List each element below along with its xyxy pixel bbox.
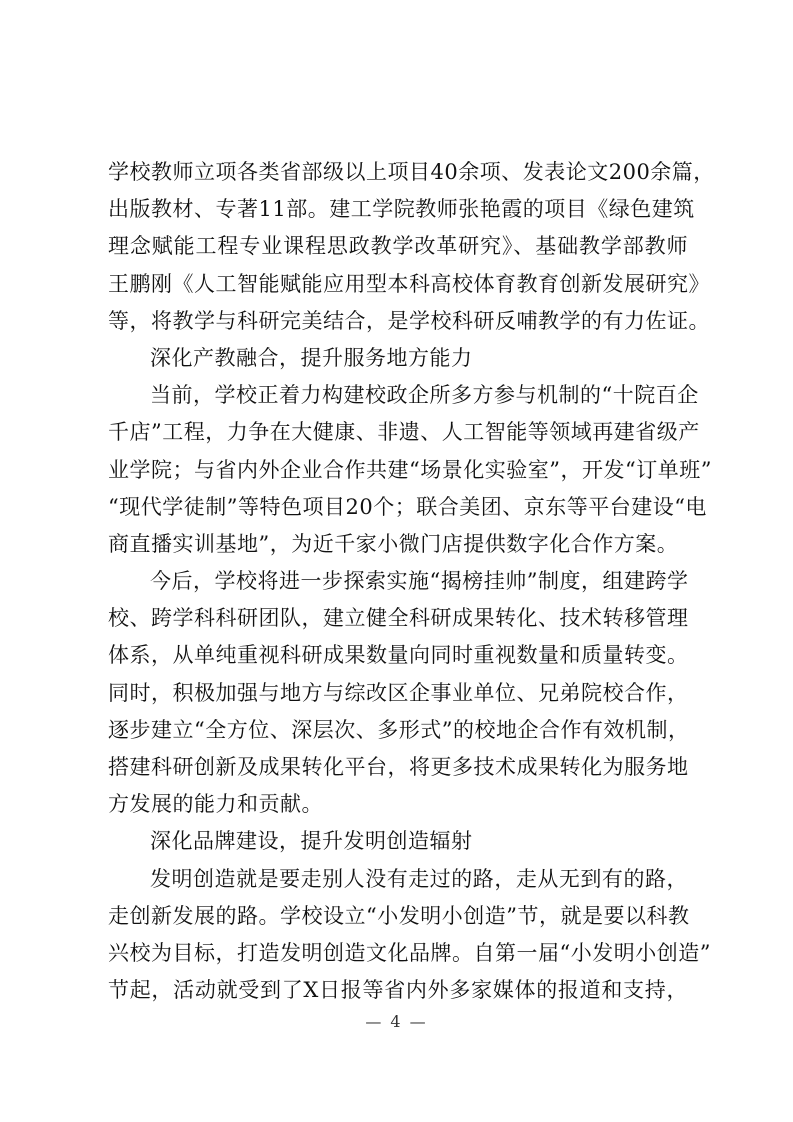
text-line: 出版教材、专著11部。建工学院教师张艳霞的项目《绿色建筑: [108, 197, 695, 222]
text-line: 逐步建立“全方位、深层次、多形式”的校地企合作有效机制，: [108, 717, 690, 742]
text-line: 商直播实训基地”，为近千家小微门店提供数字化合作方案。: [108, 531, 679, 556]
text-line: 今后，学校将进一步探索实施“揭榜挂帅”制度，组建跨学: [150, 569, 689, 594]
text-line: 方发展的能力和贡献。: [108, 792, 323, 817]
text-line: 节起，活动就受到了X日报等省内外多家媒体的报道和支持，: [108, 978, 688, 1003]
text-line: 当前，学校正着力构建校政企所多方参与机制的“十院百企: [150, 383, 699, 408]
text-line: 兴校为目标，打造发明创造文化品牌。自第一届“小发明小创造”: [108, 940, 711, 965]
text-line: 校、跨学科科研团队，建立健全科研成果转化、技术转移管理: [108, 606, 689, 631]
text-line: 同时，积极加强与地方与综改区企事业单位、兄弟院校合作，: [108, 680, 689, 705]
text-line: 搭建科研创新及成果转化平台，将更多技术成果转化为服务地: [108, 755, 689, 779]
text-line: 发明创造就是要走别人没有走过的路，走从无到有的路，: [150, 866, 688, 891]
text-line: “现代学徒制”等特色项目20个；联合美团、京东等平台建设“电: [108, 494, 707, 519]
document-body: [108, 154, 715, 1009]
text-line: 千店”工程，力争在大健康、非遗、人工智能等领域再建省级产: [108, 420, 700, 445]
text-line: 等，将教学与科研完美结合，是学校科研反哺教学的有力佐证。: [108, 308, 710, 333]
text-line: 走创新发展的路。学校设立“小发明小创造”节，就是要以科教: [108, 903, 690, 928]
text-line: 体系，从单纯重视科研成果数量向同时重视数量和质量转变。: [108, 643, 689, 668]
section-heading: 深化产教融合，提升服务地方能力: [150, 345, 473, 370]
section-heading: 深化品牌建设，提升发明创造辐射: [150, 829, 473, 854]
text-line: 业学院；与省内外企业合作共建“场景化实验室”，开发“订单班”: [108, 457, 712, 482]
text-line: 学校教师立项各类省部级以上项目40余项、发表论文200余篇，: [108, 160, 715, 184]
text-line: 王鹏刚《人工智能赋能应用型本科高校体育教育创新发展研究》: [108, 271, 710, 296]
text-line: 理念赋能工程专业课程思政教学改革研究》、基础教学部教师: [108, 234, 688, 259]
page-number: — 4 —: [365, 1012, 428, 1031]
